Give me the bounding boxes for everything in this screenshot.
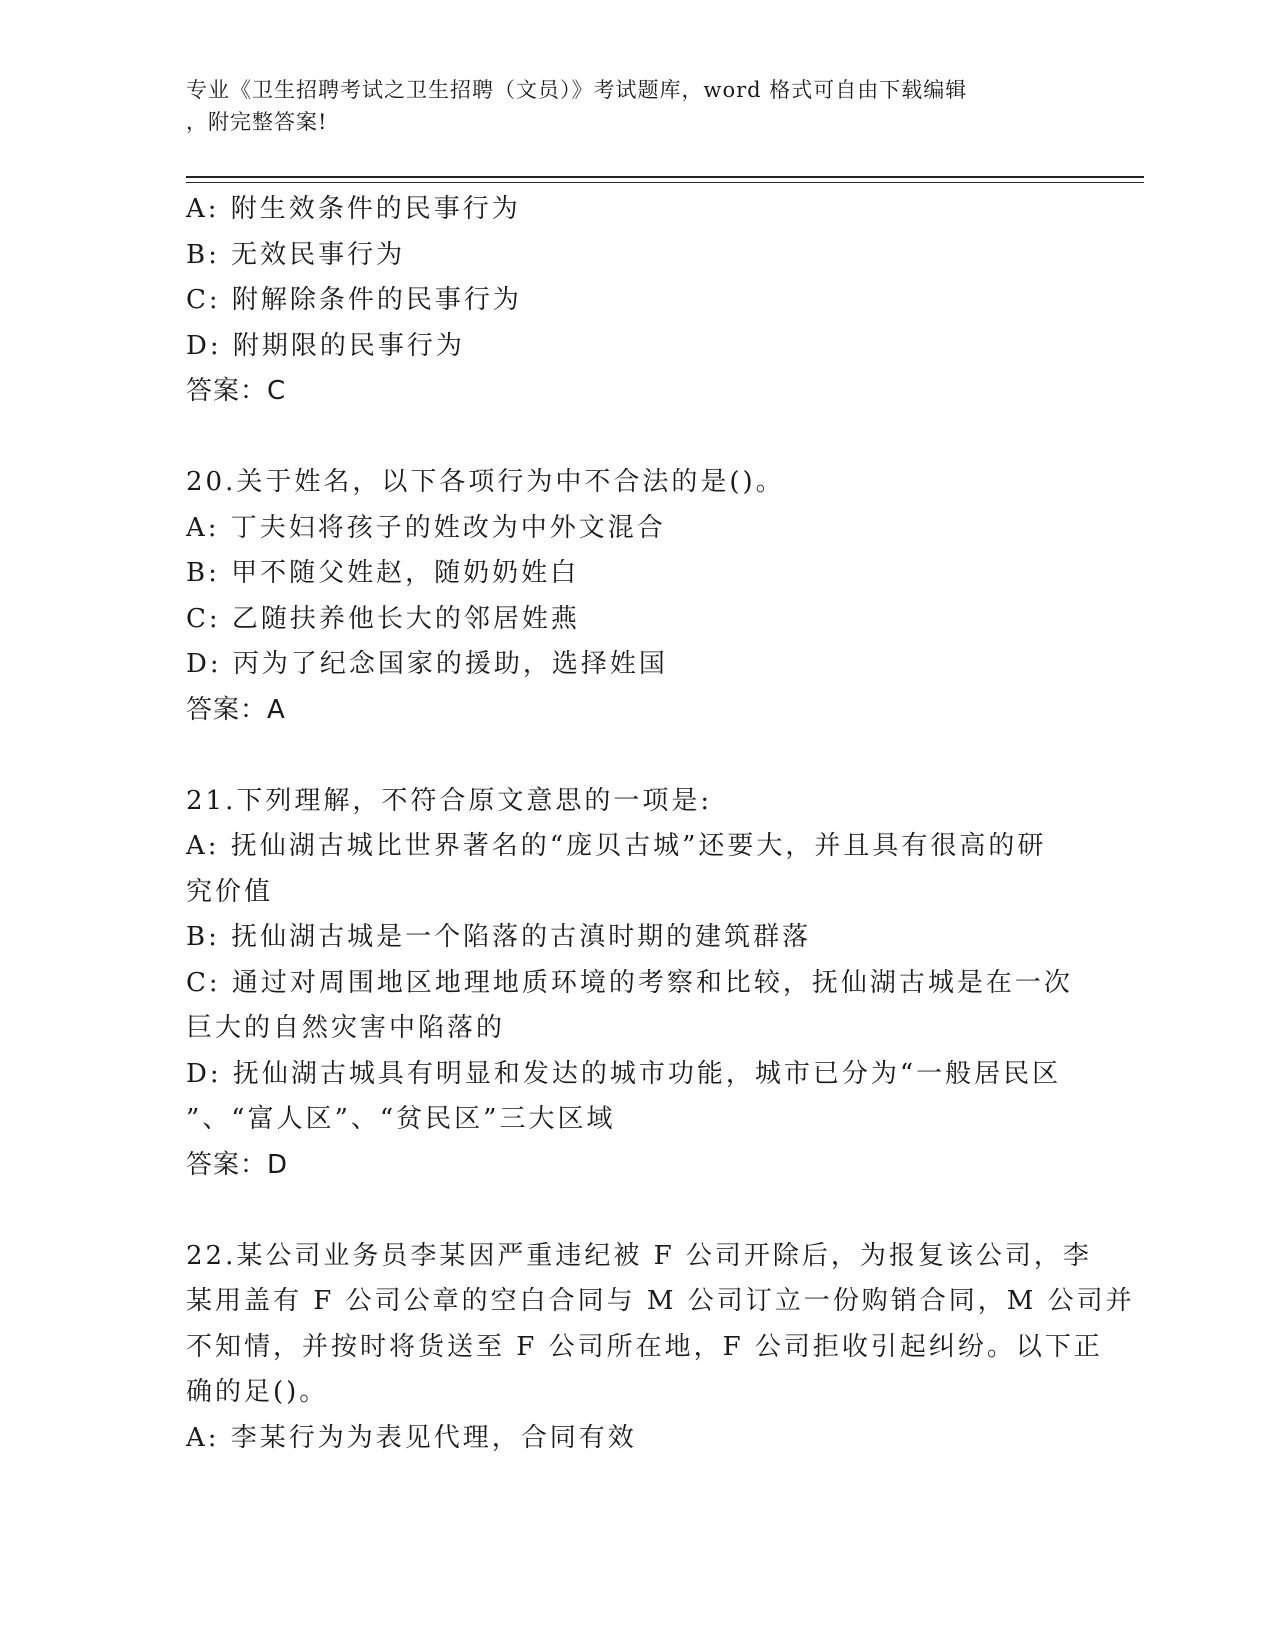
option-d: D: 抚仙湖古城具有明显和发达的城市功能，城市已分为“一般居民区 [186, 1058, 1062, 1089]
question-19 [186, 187, 1086, 415]
option-b: B: 甲不随父姓赵，随奶奶姓白 [186, 558, 580, 588]
option-a-continued: 究价值 [186, 876, 274, 907]
header-line-2: ，附完整答案! [186, 110, 328, 134]
spacer [186, 1188, 1086, 1234]
question-21 [186, 779, 1086, 1189]
option-a: A: 附生效条件的民事行为 [186, 194, 521, 224]
option-d-continued: ”、“富人区”、“贫民区”三大区域 [186, 1104, 616, 1134]
answer: 答案：D [186, 1149, 289, 1180]
question-stem-line-4: 确的足()。 [186, 1377, 329, 1407]
option-b: B: 无效民事行为 [186, 239, 406, 270]
option-d: D: 丙为了纪念国家的援助，选择姓国 [186, 649, 668, 679]
answer: 答案：A [186, 694, 286, 725]
question-stem-line-1: 22.某公司业务员李某因严重违纪被 F 公司开除后，为报复该公司，李 [186, 1240, 1092, 1271]
option-c-continued: 巨大的自然灾害中陷落的 [186, 1013, 506, 1043]
option-c: C: 通过对周围地区地理地质环境的考察和比较，抚仙湖古城是在一次 [186, 967, 1073, 998]
question-stem: 20.关于姓名，以下各项行为中不合法的是()。 [186, 467, 785, 497]
document-header [186, 74, 1086, 138]
question-stem: 21.下列理解，不符合原文意思的一项是: [186, 785, 713, 816]
option-c: C: 附解除条件的民事行为 [186, 285, 522, 315]
question-20 [186, 460, 1086, 733]
option-a: A: 抚仙湖古城比世界著名的“庞贝古城”还要大，并且具有很高的研 [186, 831, 1047, 861]
answer: 答案：C [186, 376, 287, 406]
option-a: A: 丁夫妇将孩子的姓改为中外文混合 [186, 512, 666, 543]
option-b: B: 抚仙湖古城是一个陷落的古滇时期的建筑群落 [186, 922, 812, 952]
spacer [186, 415, 1086, 461]
option-a: A: 李某行为为表见代理，合同有效 [186, 1422, 637, 1453]
option-d: D: 附期限的民事行为 [186, 330, 465, 361]
option-c: C: 乙随扶养他长大的邻居姓燕 [186, 603, 580, 634]
question-22 [186, 1234, 1135, 1462]
question-stem-line-2: 某用盖有 F 公司公章的空白合同与 M 公司订立一份购销合同，M 公司并 [186, 1286, 1135, 1316]
header-rule-thin [186, 182, 1144, 183]
question-stem-line-3: 不知情，并按时将货送至 F 公司所在地，F 公司拒收引起纠纷。以下正 [186, 1331, 1103, 1362]
document-content [186, 187, 1135, 1461]
header-rule-thick [186, 176, 1144, 178]
header-line-1: 专业《卫生招聘考试之卫生招聘（文员）》考试题库，word 格式可自由下载编辑 [186, 78, 968, 102]
spacer [186, 733, 1086, 779]
